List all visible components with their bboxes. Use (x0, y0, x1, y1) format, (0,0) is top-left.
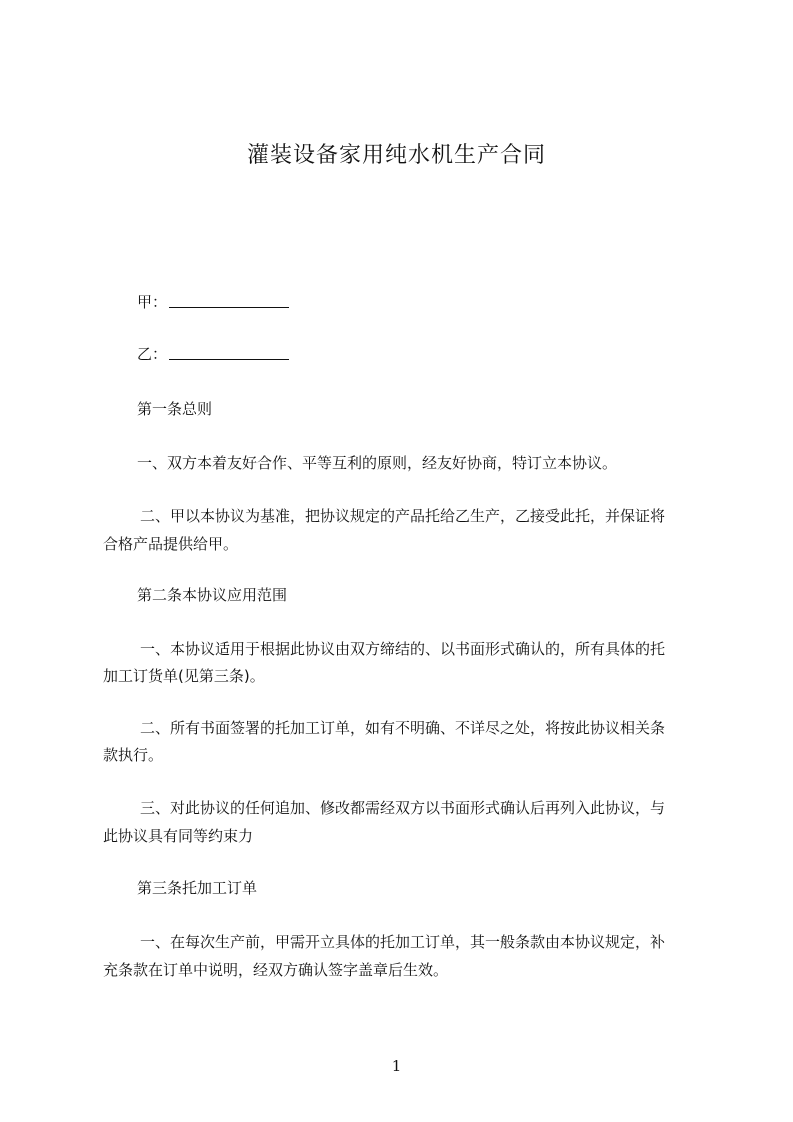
party-a-blank (169, 293, 289, 308)
section-2-paragraph-3-line-2: 此协议具有同等约束力 (103, 827, 254, 845)
section-3-paragraph-1-line-2: 充条款在订单中说明，经双方确认签字盖章后生效。 (103, 961, 449, 979)
party-b-line (137, 344, 289, 364)
document-title: 灌装设备家用纯水机生产合同 (246, 143, 546, 168)
section-1-paragraph-1: 一、双方本着友好合作、平等互利的原则，经友好协商，特订立本协议。 (137, 454, 618, 472)
section-3-paragraph-1-line-1: 一、在每次生产前，甲需开立具体的托加工订单，其一般条款由本协议规定，补 (140, 933, 666, 951)
section-1-heading: 第一条总则 (137, 400, 213, 418)
party-b-label: 乙： (137, 345, 168, 363)
section-2-paragraph-1-line-1: 一、本协议适用于根据此协议由双方缔结的、以书面形式确认的，所有具体的托 (140, 640, 666, 658)
party-b-blank (169, 345, 289, 360)
page-number: 1 (391, 1057, 402, 1075)
section-2-heading: 第二条本协议应用范围 (137, 586, 288, 604)
section-2-paragraph-3-line-1: 三、对此协议的任何追加、修改都需经双方以书面形式确认后再列入此协议，与 (140, 799, 666, 817)
party-a-label: 甲： (137, 293, 168, 311)
section-2-paragraph-2-line-1: 二、所有书面签署的托加工订单，如有不明确、不详尽之处，将按此协议相关条 (140, 719, 666, 737)
party-a-line (137, 292, 289, 312)
section-2-paragraph-1-line-2: 加工订货单(见第三条)。 (103, 667, 265, 685)
section-3-heading: 第三条托加工订单 (137, 879, 258, 897)
section-1-paragraph-2-line-2: 合格产品提供给甲。 (103, 535, 239, 553)
section-1-paragraph-2-line-1: 二、甲以本协议为基准，把协议规定的产品托给乙生产，乙接受此托，并保证将 (140, 507, 666, 525)
section-2-paragraph-2-line-2: 款执行。 (103, 746, 164, 764)
